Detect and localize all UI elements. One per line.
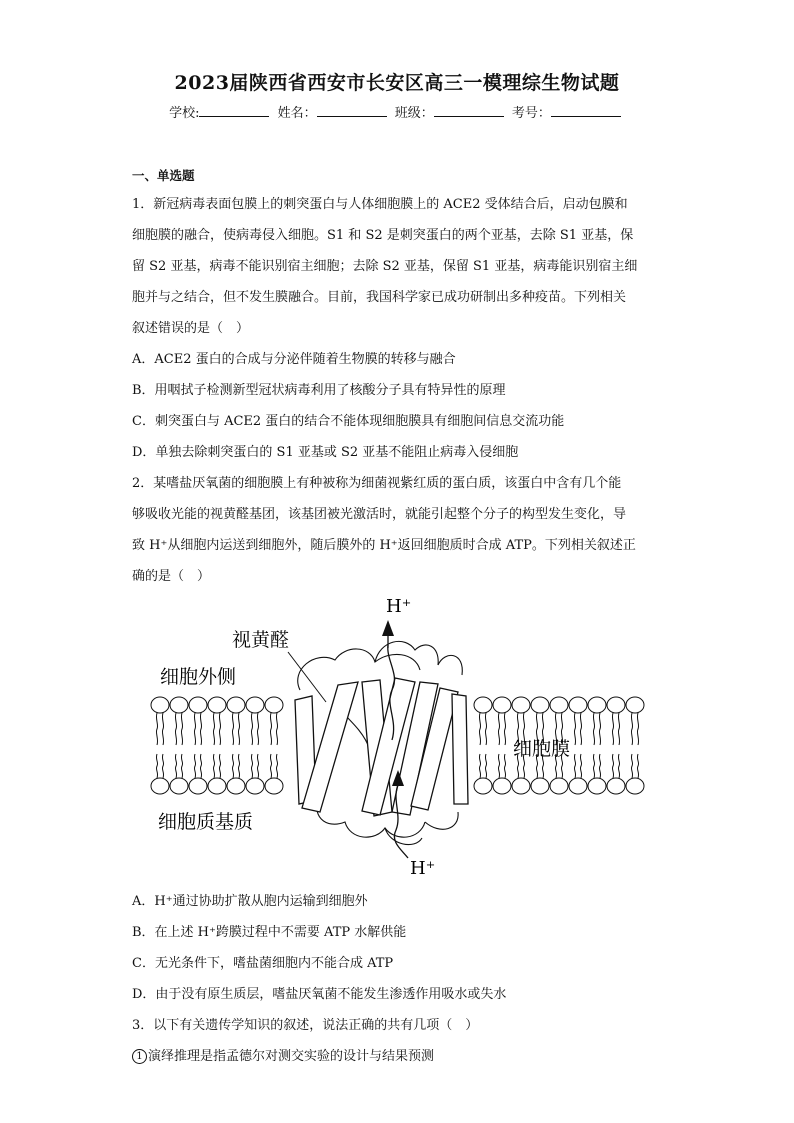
lipid-tail (219, 713, 220, 745)
lipid-tail (257, 754, 258, 778)
phospholipid-head (626, 778, 644, 794)
phospholipid-head (512, 697, 530, 713)
lipid-tail (162, 713, 163, 745)
phospholipid-head (246, 697, 264, 713)
phospholipid-head (550, 697, 568, 713)
lipid-tail (479, 754, 480, 778)
name-label: 姓名： (277, 106, 317, 121)
lipid-tail (200, 713, 201, 745)
phospholipid-head (512, 778, 530, 794)
phospholipid-head (151, 697, 169, 713)
phospholipid-head (626, 697, 644, 713)
lipid-tail (593, 754, 594, 778)
page-title: 2023届陕西省西安市长安区高三一模理综生物试题 (174, 72, 620, 94)
lipid-tail (498, 754, 499, 778)
phospholipid-head (265, 697, 283, 713)
lipid-tail (219, 754, 220, 778)
cytoplasm-label: 细胞质基质 (158, 811, 254, 833)
phospholipid-head (227, 697, 245, 713)
school-blank[interactable] (199, 104, 269, 117)
lipid-tail (257, 713, 258, 745)
q1-option-a: A．ACE2 蛋白的合成与分泌伴随着生物膜的转移与融合 (132, 352, 456, 367)
lipid-tail (618, 754, 619, 778)
lipid-tail (574, 754, 575, 778)
phospholipid-head (474, 778, 492, 794)
lipid-tail (276, 754, 277, 778)
lipid-tail (156, 754, 157, 778)
lipid-tail (213, 754, 214, 778)
top-proton-label: H⁺ (386, 596, 412, 617)
student-info-line (0, 102, 794, 121)
q1-option-b: B．用咽拭子检测新型冠状病毒利用了核酸分子具有特异性的原理 (132, 383, 506, 398)
class-blank[interactable] (434, 104, 504, 117)
lipid-tail (232, 754, 233, 778)
phospholipid-head (208, 697, 226, 713)
exam-no-blank[interactable] (551, 104, 621, 117)
membrane-label: 细胞膜 (513, 738, 571, 760)
lipid-tail (251, 754, 252, 778)
phospholipid-head (607, 778, 625, 794)
retinal-label: 视黄醛 (232, 629, 290, 651)
lipid-tail (232, 713, 233, 745)
lipid-tail (637, 754, 638, 778)
transmembrane-helices (295, 678, 468, 816)
lipid-tail (200, 754, 201, 778)
q2-stem-line: 够吸收光能的视黄醛基团，该基团被光激活时，就能引起整个分子的构型发生变化，导 (132, 507, 627, 522)
lipid-tail (238, 754, 239, 778)
lipid-tail (593, 713, 594, 745)
lipid-tail (599, 713, 600, 745)
lipid-tail (270, 754, 271, 778)
retinal-pointer (288, 652, 326, 702)
lipid-tail (580, 713, 581, 745)
lipid-tail (479, 713, 480, 745)
lipid-tail (194, 713, 195, 745)
lipid-tail (175, 754, 176, 778)
q2-option-c: C．无光条件下，嗜盐菌细胞内不能合成 ATP (132, 956, 394, 971)
phospholipid-head (246, 778, 264, 794)
phospholipid-head (189, 778, 207, 794)
q2-option-b: B．在上述 H⁺跨膜过程中不需要 ATP 水解供能 (132, 925, 407, 940)
lipid-tail (631, 754, 632, 778)
lipid-tail (162, 754, 163, 778)
phospholipid-head (569, 778, 587, 794)
lipid-tail (485, 754, 486, 778)
lipid-tail (251, 713, 252, 745)
q3-item-1 (132, 1045, 434, 1064)
q1-stem-line: 留 S2 亚基，病毒不能识别宿主细胞；去除 S2 亚基，保留 S1 亚基，病毒能识别宿主细 (132, 259, 638, 274)
section-title: 一、单选题 (132, 168, 195, 183)
phospholipid-head (208, 778, 226, 794)
outside-label: 细胞外侧 (160, 666, 237, 688)
lipid-tail (618, 713, 619, 745)
phospholipid-head (569, 697, 587, 713)
q2-stem-line: 确的是（ ） (132, 569, 211, 584)
lipid-tail (612, 713, 613, 745)
lipid-tail (631, 713, 632, 745)
phospholipid-head (531, 697, 549, 713)
phospholipid-head (265, 778, 283, 794)
q3-stem: 3．以下有关遗传学知识的叙述，说法正确的共有几项（ ） (132, 1018, 479, 1033)
phospholipid-head (474, 697, 492, 713)
lipid-tail (612, 754, 613, 778)
q1-option-c: C．刺突蛋白与 ACE2 蛋白的结合不能体现细胞膜具有细胞间信息交流功能 (132, 414, 565, 429)
q3-item-1-text: 演绎推理是指孟德尔对测交实验的设计与结果预测 (148, 1049, 435, 1064)
lipid-tail (213, 713, 214, 745)
phospholipid-head (588, 697, 606, 713)
phospholipid-head (493, 778, 511, 794)
lipid-tail (181, 713, 182, 745)
lipid-tail (498, 713, 499, 745)
lipid-tail (194, 754, 195, 778)
lipid-tail (270, 713, 271, 745)
lipid-tail (181, 754, 182, 778)
exam-no-label: 考号： (511, 106, 551, 121)
bottom-proton-label: H⁺ (410, 858, 436, 879)
q1-stem-line: 细胞膜的融合，使病毒侵入细胞。S1 和 S2 是刺突蛋白的两个亚基，去除 S1 亚基，保 (132, 228, 634, 243)
lipid-tail (504, 713, 505, 745)
phospholipid-head (588, 778, 606, 794)
class-label: 班级： (394, 106, 434, 121)
lipid-tail (580, 754, 581, 778)
lipid-tail (276, 713, 277, 745)
lipid-tail (637, 713, 638, 745)
q2-stem-line: 2．某嗜盐厌氧菌的细胞膜上有种被称为细菌视紫红质的蛋白质，该蛋白中含有几个能 (132, 476, 622, 491)
q1-stem-line: 1．新冠病毒表面包膜上的刺突蛋白与人体细胞膜上的 ACE2 受体结合后，启动包膜和 (132, 197, 628, 212)
q1-stem-line: 叙述错误的是（ ） (132, 321, 250, 336)
phospholipid-head (227, 778, 245, 794)
phospholipid-head (170, 778, 188, 794)
phospholipid-head (493, 697, 511, 713)
circled-number-1: 1 (132, 1049, 147, 1064)
name-blank[interactable] (317, 104, 387, 117)
phospholipid-head (151, 778, 169, 794)
lipid-tail (238, 713, 239, 745)
membrane-protein-diagram (140, 590, 650, 880)
lipid-tail (574, 713, 575, 745)
phospholipid-head (170, 697, 188, 713)
q2-option-d: D．由于没有原生质层，嗜盐厌氧菌不能发生渗透作用吸水或失水 (132, 987, 507, 1002)
lipid-tail (156, 713, 157, 745)
lipid-tail (175, 713, 176, 745)
school-label: 学校: (169, 106, 200, 121)
lipid-tail (504, 754, 505, 778)
q1-option-d: D．单独去除刺突蛋白的 S1 亚基或 S2 亚基不能阻止病毒入侵细胞 (132, 445, 519, 460)
lipid-tail (485, 713, 486, 745)
phospholipid-head (531, 778, 549, 794)
q2-option-a: A．H⁺通过协助扩散从胞内运输到细胞外 (132, 894, 368, 909)
q2-stem-line: 致 H⁺从细胞内运送到细胞外，随后膜外的 H⁺返回细胞质时合成 ATP。下列相关叙述正 (132, 538, 636, 553)
phospholipid-head (189, 697, 207, 713)
phospholipid-head (607, 697, 625, 713)
lipid-tail (599, 754, 600, 778)
q1-stem-line: 胞并与之结合，但不发生膜融合。目前，我国科学家已成功研制出多种疫苗。下列相关 (132, 290, 627, 305)
phospholipid-head (550, 778, 568, 794)
